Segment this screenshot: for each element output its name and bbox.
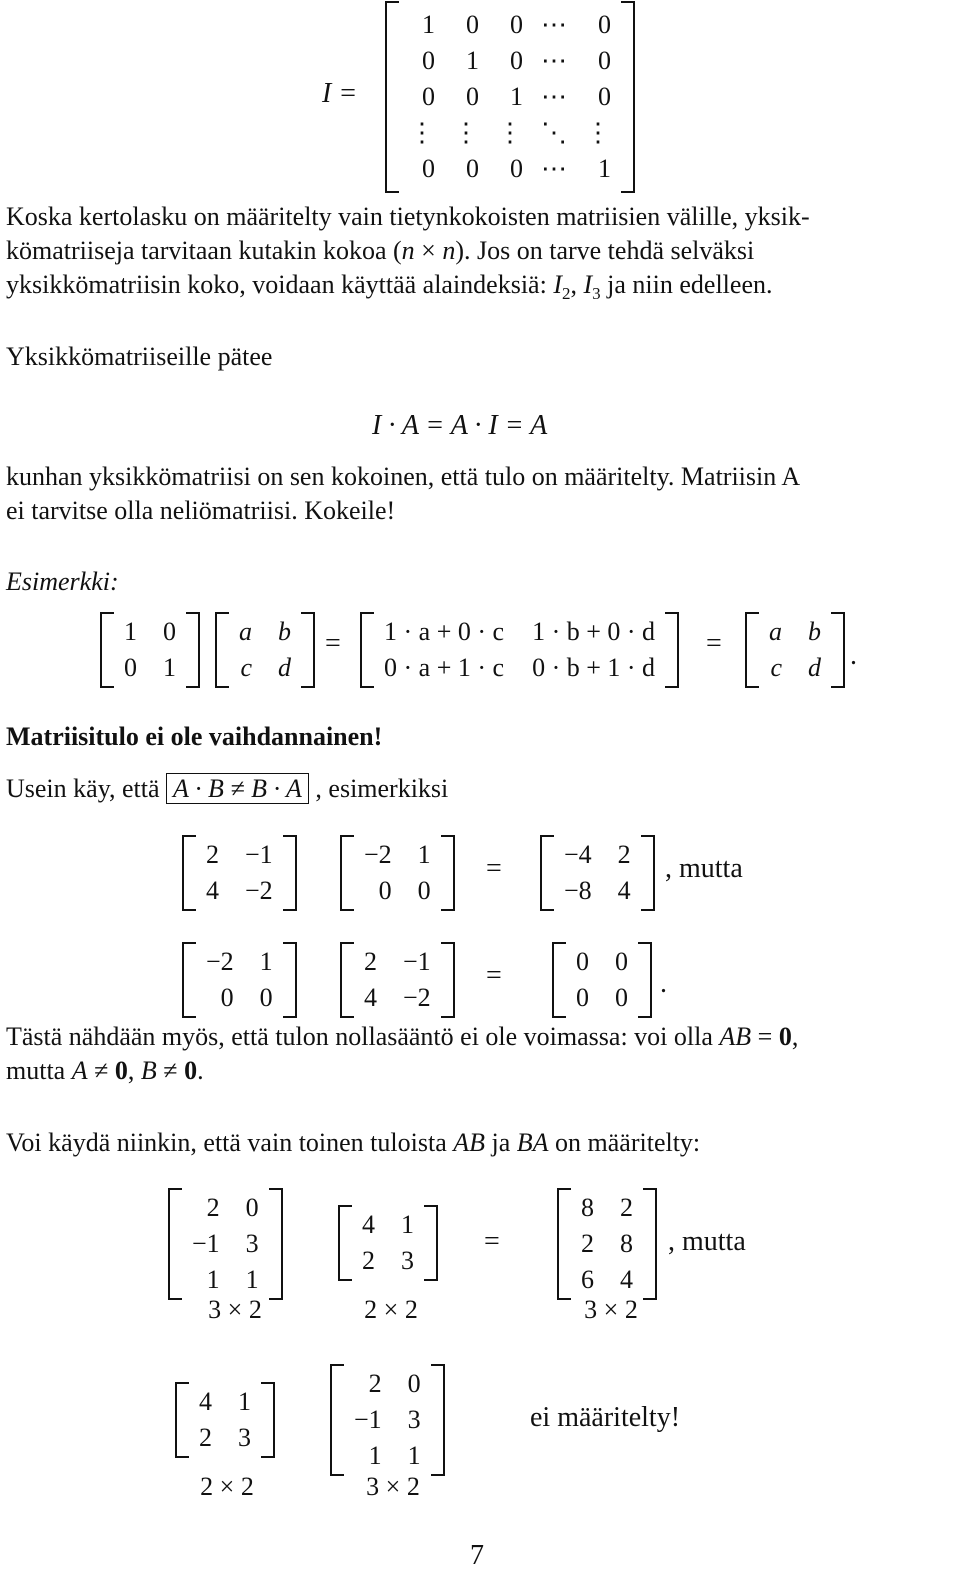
matrix-cell: ⋱ — [541, 118, 567, 147]
matrix-cell: ⋯ — [541, 46, 567, 75]
matrix-cell: 4 — [617, 876, 631, 905]
matrix-cell: 1 — [417, 840, 431, 869]
paragraph-noncommutative: Usein käy, että A · B ≠ B · A , esimerkiksi — [6, 774, 449, 803]
matrix-cell: 0 — [259, 983, 273, 1012]
page-number: 7 — [470, 1540, 484, 1571]
matrix-cell: 6 — [581, 1265, 594, 1294]
example-matrix-2 — [215, 612, 315, 688]
matrix-cell: 0 — [576, 983, 589, 1012]
matrix-cell: 0 — [378, 876, 392, 905]
identity-equation: I · A = A · I = A — [372, 410, 548, 441]
comm2-matrix-c — [552, 942, 652, 1018]
matrix-cell: ⋯ — [541, 154, 567, 183]
matrix-cell: ⋯ — [541, 10, 567, 39]
matrix-cell: 1 · a + 0 · c — [384, 617, 505, 646]
matrix-cell: ⋮ — [453, 118, 479, 147]
paragraph-identity-sizes — [6, 200, 950, 311]
dim-label: 2 × 2 — [200, 1472, 254, 1501]
matrix-cell: −4 — [564, 840, 592, 869]
matrix-cell: ⋮ — [585, 118, 611, 147]
matrix-cell: 3 — [238, 1423, 251, 1452]
matrix-cell: 1 — [422, 10, 435, 39]
matrix-cell: −2 — [245, 876, 273, 905]
matrix-cell: 0 — [598, 10, 611, 39]
matrix-cell: 0 — [466, 82, 479, 111]
matrix-cell: 1 · b + 0 · d — [532, 617, 656, 646]
matrix-cell: 3 — [245, 1229, 259, 1258]
matrix-cell: 0 — [598, 46, 611, 75]
matrix-cell: 0 · b + 1 · d — [532, 653, 656, 682]
defined-matrix-a — [168, 1188, 283, 1300]
matrix-cell: −1 — [354, 1405, 382, 1434]
matrix-cell: ⋯ — [541, 82, 567, 111]
matrix-cell: −8 — [564, 876, 592, 905]
identity-lhs: I = — [322, 78, 358, 109]
paragraph-identity-property: Yksikkömatriiseille pätee — [6, 342, 273, 371]
matrix-cell: 0 — [245, 1193, 259, 1222]
comm1-matrix-b — [340, 835, 455, 911]
section-heading: Matriisitulo ei ole vaihdannainen! — [6, 722, 383, 751]
matrix-cell: 0 — [510, 10, 523, 39]
matrix-cell: −1 — [245, 840, 273, 869]
matrix-cell: 4 — [206, 876, 219, 905]
equals-sign: = — [706, 628, 722, 659]
matrix-cell: 0 — [466, 154, 479, 183]
defined-matrix-c — [557, 1188, 657, 1300]
matrix-cell: 0 — [422, 154, 435, 183]
matrix-cell: 0 — [615, 983, 628, 1012]
matrix-cell: 0 — [466, 10, 479, 39]
comm1-matrix-a — [182, 835, 297, 911]
example-matrix-4 — [745, 612, 845, 688]
matrix-cell: 4 — [199, 1387, 212, 1416]
dim-label: 3 × 2 — [366, 1472, 420, 1501]
matrix-cell: 0 — [422, 46, 435, 75]
matrix-cell: 0 — [407, 1369, 421, 1398]
matrix-cell: 1 — [238, 1387, 251, 1416]
paragraph-zero-rule: Tästä nähdään myös, että tulon nollasääntö ei ole voimassa: voi olla AB = 0, mutta A ≠ 0, B ≠ 0. — [6, 1022, 799, 1085]
matrix-cell: 0 — [576, 947, 589, 976]
matrix-cell: 2 — [199, 1423, 212, 1452]
matrix-cell: 2 — [620, 1193, 633, 1222]
period: . — [850, 640, 857, 671]
matrix-cell: −2 — [403, 983, 431, 1012]
matrix-cell: 0 — [163, 617, 176, 646]
matrix-cell: 2 — [206, 1193, 220, 1222]
matrix-cell: 0 · a + 1 · c — [384, 653, 505, 682]
matrix-cell: 0 — [598, 82, 611, 111]
matrix-cell: 2 — [206, 840, 219, 869]
matrix-cell: 3 — [401, 1246, 414, 1275]
equals-sign: = — [325, 628, 341, 659]
comm1-suffix: , mutta — [665, 853, 743, 884]
comm1-matrix-c — [540, 835, 655, 911]
paragraph-condition: kunhan yksikkömatriisi on sen kokoinen, että tulo on määritelty. Matriisin A ei tarvitse olla neliömatriisi. Kokeile! — [6, 462, 801, 525]
matrix-cell: a — [239, 617, 252, 646]
matrix-cell: −1 — [192, 1229, 220, 1258]
matrix-cell: d — [808, 653, 821, 682]
undefined-text: ei määritelty! — [530, 1402, 681, 1433]
matrix-cell: 1 — [206, 1265, 220, 1294]
matrix-cell: −2 — [364, 840, 392, 869]
matrix-cell: 4 — [362, 1210, 375, 1239]
matrix-cell: 2 — [617, 840, 631, 869]
identity-matrix — [385, 0, 635, 194]
matrix-cell: 0 — [220, 983, 234, 1012]
para1-line3: yksikkömatriisin koko, voidaan käyttää alaindeksiä: $I_2$, $I_3$ ja niin edelleen. — [6, 270, 773, 304]
matrix-cell: 0 — [615, 947, 628, 976]
matrix-cell: ⋮ — [497, 118, 523, 147]
matrix-cell: c — [240, 653, 252, 682]
matrix-cell: 2 — [362, 1246, 375, 1275]
boxed-inequality: A · B ≠ B · A — [166, 773, 309, 804]
comm2-matrix-b — [340, 942, 455, 1018]
defined-matrix-b — [338, 1205, 438, 1281]
matrix-cell: 1 — [466, 46, 479, 75]
matrix-cell: ⋮ — [409, 118, 435, 147]
equals-sign: = — [486, 960, 502, 991]
matrix-cell: 1 — [368, 1441, 382, 1470]
matrix-cell: 8 — [620, 1229, 633, 1258]
paragraph-one-defined: Voi käydä niinkin, että vain toinen tuloista AB ja BA on määritelty: — [6, 1128, 701, 1157]
undefined-matrix-a — [175, 1382, 275, 1458]
matrix-cell: 0 — [417, 876, 431, 905]
dim-label: 3 × 2 — [584, 1295, 638, 1324]
matrix-cell: 1 — [401, 1210, 414, 1239]
matrix-cell: 0 — [422, 82, 435, 111]
matrix-cell: b — [278, 617, 291, 646]
matrix-cell: −2 — [206, 947, 234, 976]
matrix-cell: 1 — [124, 617, 137, 646]
matrix-cell: a — [769, 617, 782, 646]
matrix-cell: 1 — [245, 1265, 259, 1294]
matrix-cell: 0 — [510, 46, 523, 75]
matrix-cell: 2 — [368, 1369, 382, 1398]
matrix-cell: 2 — [364, 947, 377, 976]
example-matrix-1 — [100, 612, 200, 688]
matrix-cell: d — [278, 653, 291, 682]
matrix-cell: 4 — [620, 1265, 633, 1294]
equals-sign: = — [484, 1226, 500, 1257]
equals-sign: = — [486, 853, 502, 884]
example-matrix-3 — [360, 612, 679, 688]
matrix-cell: b — [808, 617, 821, 646]
matrix-cell: 0 — [124, 653, 137, 682]
matrix-cell: −1 — [403, 947, 431, 976]
matrix-cell: c — [770, 653, 782, 682]
matrix-cell: 0 — [510, 154, 523, 183]
matrix-cell: 1 — [259, 947, 273, 976]
matrix-cell: 1 — [407, 1441, 421, 1470]
para1-line1: Koska kertolasku on määritelty vain tietynkokoisten matriisien välille, yksik- — [6, 202, 810, 231]
para1-line2: kömatriiseja tarvitaan kutakin kokoa (n × n). Jos on tarve tehdä selväksi — [6, 236, 755, 265]
matrix-cell: 2 — [581, 1229, 594, 1258]
comm2-matrix-a — [182, 942, 297, 1018]
matrix-cell: 8 — [581, 1193, 594, 1222]
dim-label: 2 × 2 — [364, 1295, 418, 1324]
example-label: Esimerkki: — [6, 567, 119, 596]
defined-suffix: , mutta — [668, 1226, 746, 1257]
matrix-cell: 1 — [598, 154, 611, 183]
undefined-matrix-b — [330, 1364, 445, 1476]
matrix-cell: 1 — [510, 82, 523, 111]
dim-label: 3 × 2 — [208, 1295, 262, 1324]
matrix-cell: 4 — [364, 983, 377, 1012]
matrix-cell: 1 — [163, 653, 176, 682]
matrix-cell: 3 — [407, 1405, 421, 1434]
comm2-suffix: . — [660, 968, 667, 999]
